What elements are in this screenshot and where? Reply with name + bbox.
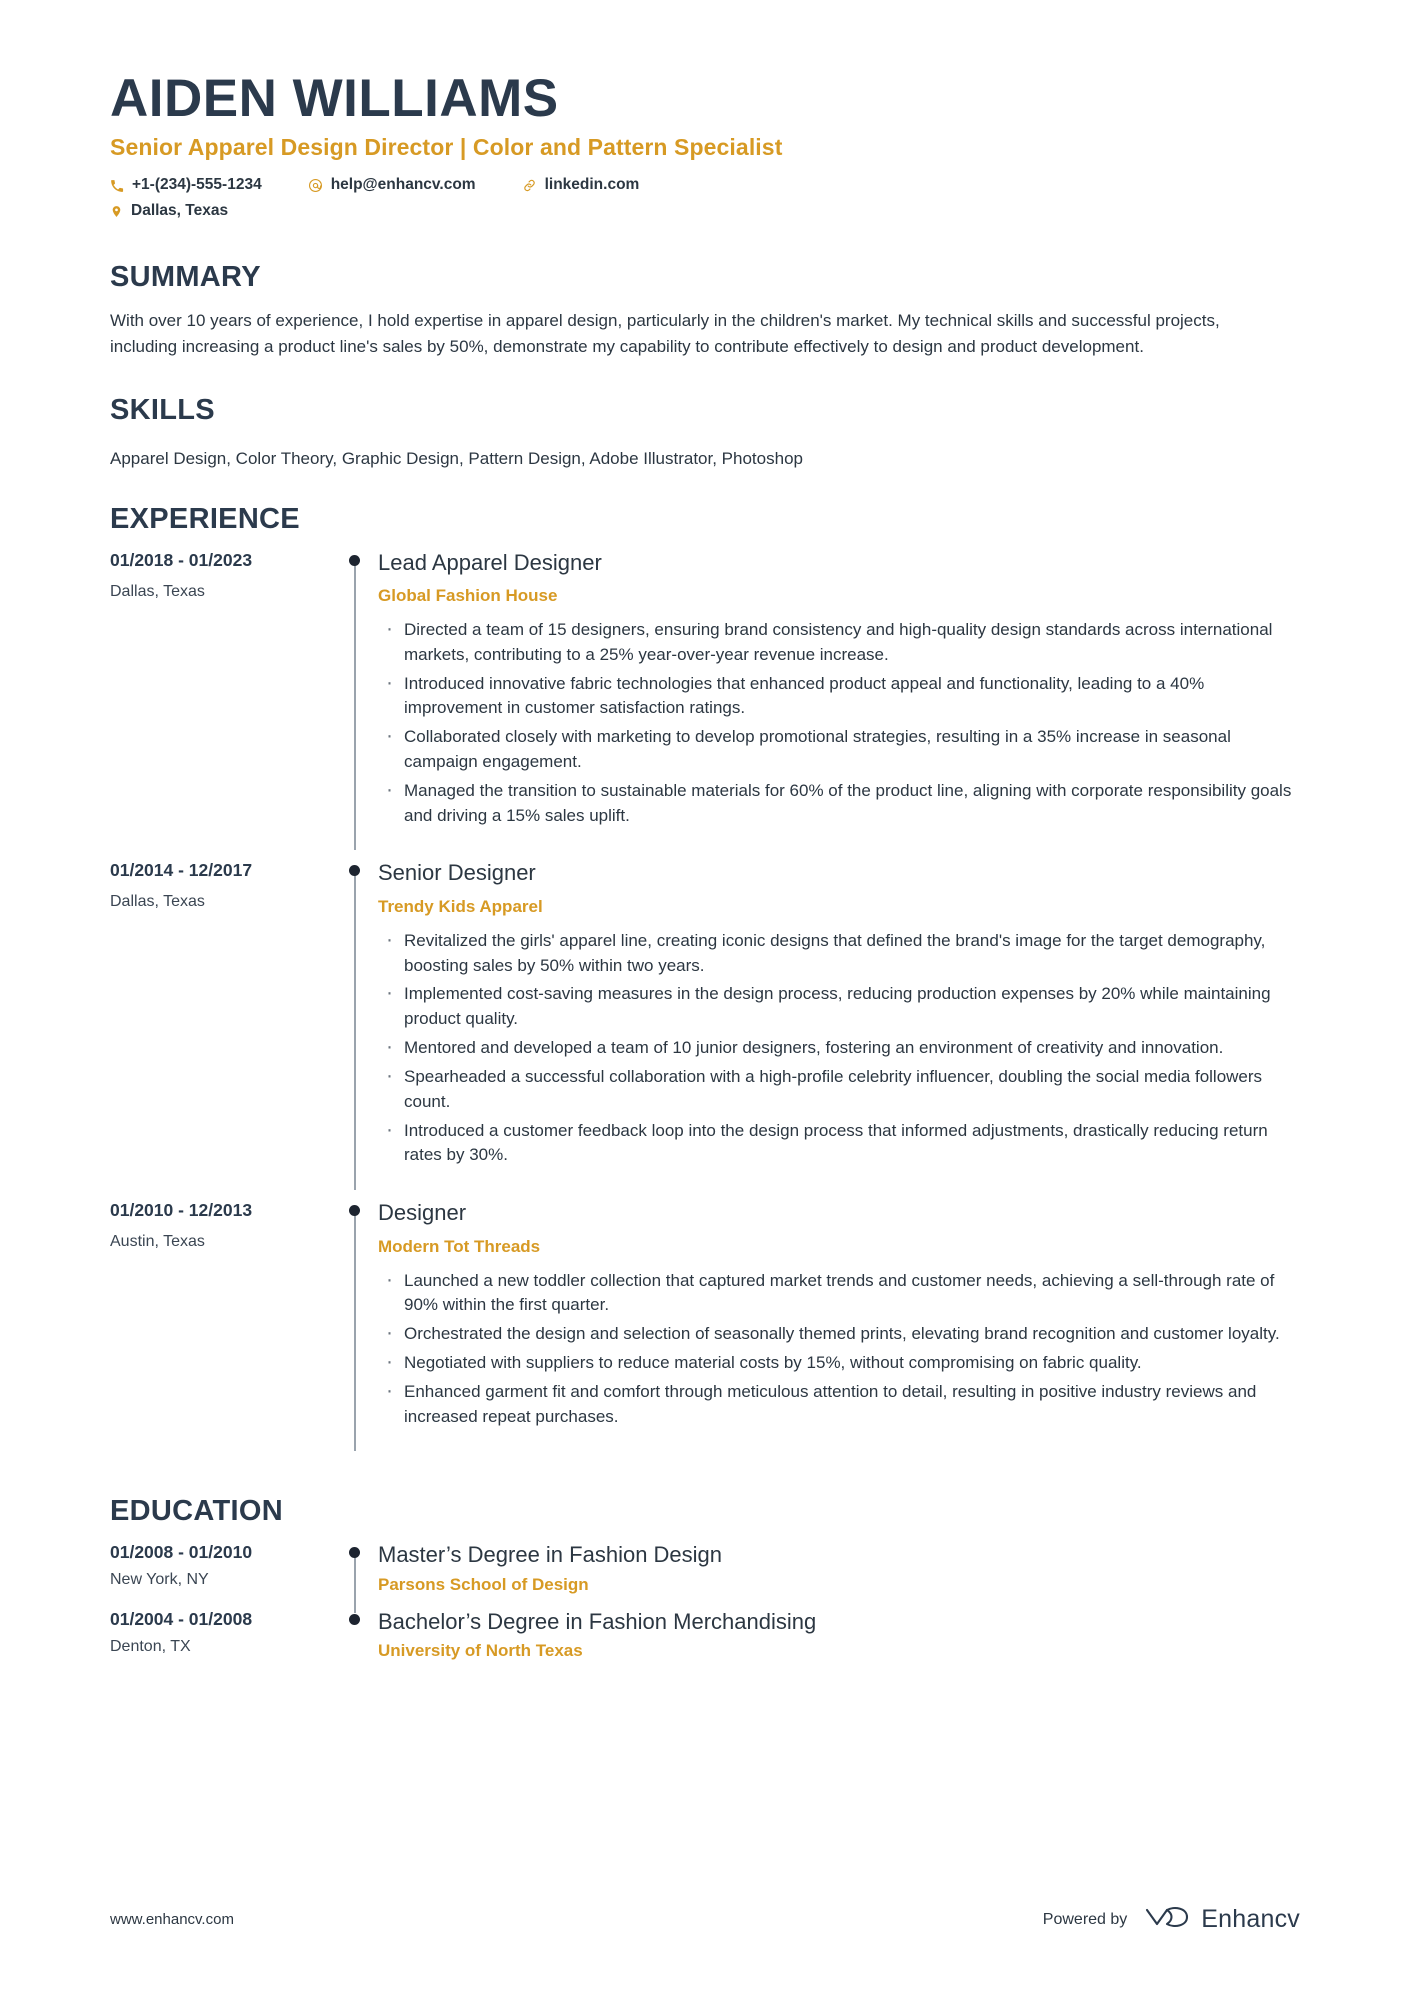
education-entries (110, 1542, 1300, 1675)
bullet-item: · Launched a new toddler collection that captured market trends and customer needs, achieving a sell-through rate of 90% within the first quarter. (378, 1269, 1300, 1319)
skills-section-title: SKILLS (110, 393, 215, 426)
timeline-line (354, 1214, 356, 1451)
experience-entry-date: 01/2010 - 12/2013 (110, 1200, 253, 1221)
timeline-rail (340, 550, 370, 861)
experience-entry-date: 01/2018 - 01/2023 (110, 549, 253, 570)
timeline-dot (349, 865, 360, 876)
education-entry-date: 01/2008 - 01/2010 (110, 1542, 253, 1563)
experience-entry-meta (110, 550, 340, 861)
bullet-item: · Collaborated closely with marketing to develop promotional strategies, resulting in a 35% increase in seasonal campaign engagement. (378, 725, 1300, 775)
experience-entry-bullets (378, 618, 1300, 829)
experience-entry-body (370, 1200, 1300, 1461)
resume-header (110, 70, 1300, 227)
contact-email[interactable] (308, 173, 476, 198)
summary-text: With over 10 years of experience, I hold expertise in apparel design, particularly in the children's market. My technical skills and successful projects, including increasing a product line's sales by 50%, demonstrate my capability to contribute effectively to design and product development. (110, 310, 1220, 356)
email-icon (308, 178, 323, 193)
experience-entry-date: 01/2014 - 12/2017 (110, 860, 253, 881)
education-entry-meta (110, 1542, 340, 1608)
section-summary (110, 261, 1300, 360)
education-entry (110, 1542, 1300, 1608)
experience-entry-company: Trendy Kids Apparel (378, 896, 543, 916)
education-entry-body (370, 1609, 1300, 1675)
experience-section-title: EXPERIENCE (110, 502, 300, 535)
education-entry-location: New York, NY (110, 1571, 209, 1589)
experience-entry-bullets (378, 929, 1300, 1168)
experience-entry-role: Designer (378, 1200, 467, 1226)
timeline-dot (349, 1205, 360, 1216)
section-skills (110, 394, 1300, 469)
education-section-title: EDUCATION (110, 1495, 283, 1528)
summary-section-title: SUMMARY (110, 260, 261, 293)
experience-entry-meta (110, 860, 340, 1200)
experience-entry-company: Modern Tot Threads (378, 1236, 541, 1256)
timeline-line (354, 1556, 356, 1612)
education-entry-meta (110, 1609, 340, 1675)
contact-location-text: Dallas, Texas (131, 202, 229, 220)
contact-phone[interactable] (110, 173, 262, 198)
powered-by-label: Powered by (1042, 1910, 1128, 1928)
experience-entries (110, 550, 1300, 1462)
footer-branding (1043, 1904, 1300, 1935)
experience-entry (110, 1200, 1300, 1461)
candidate-headline: Senior Apparel Design Director | Color and Pattern Specialist (110, 134, 783, 161)
brand-name: Enhancv (1201, 1905, 1300, 1933)
education-entry (110, 1609, 1300, 1675)
contact-linkedin[interactable] (522, 173, 640, 198)
timeline-line (354, 874, 356, 1190)
experience-entry-location: Dallas, Texas (110, 893, 205, 911)
candidate-name: AIDEN WILLIAMS (110, 69, 559, 128)
enhancv-logo-icon (1143, 1904, 1191, 1935)
experience-entry-company: Global Fashion House (378, 585, 558, 605)
experience-entry-location: Dallas, Texas (110, 582, 205, 600)
link-icon (522, 178, 537, 193)
timeline-rail (340, 1200, 370, 1461)
contact-location (110, 199, 228, 224)
phone-icon (110, 179, 124, 193)
section-education (110, 1495, 1300, 1675)
timeline-line (354, 564, 356, 851)
timeline-rail (340, 1542, 370, 1608)
experience-entry-body (370, 550, 1300, 861)
timeline-dot (349, 1547, 360, 1558)
bullet-item: · Directed a team of 15 designers, ensuring brand consistency and high-quality design standards across international markets, contributing to a 25% year-over-year revenue increase. (378, 618, 1300, 668)
timeline-rail (340, 1609, 370, 1675)
contact-email-text: help@enhancv.com (330, 176, 476, 194)
location-pin-icon (110, 204, 123, 219)
bullet-item: · Managed the transition to sustainable materials for 60% of the product line, aligning with corporate responsibility goals and driving a 15% sales uplift. (378, 779, 1300, 829)
brand-lockup (1143, 1904, 1300, 1935)
bullet-item: · Enhanced garment fit and comfort through meticulous attention to detail, resulting in positive industry reviews and increased repeat purchases. (378, 1380, 1300, 1430)
experience-entry (110, 550, 1300, 861)
bullet-item: · Revitalized the girls' apparel line, creating iconic designs that defined the brand's image for the target demography, boosting sales by 50% within two years. (378, 929, 1300, 979)
experience-entry-role: Lead Apparel Designer (378, 549, 602, 575)
experience-entry-role: Senior Designer (378, 860, 536, 886)
bullet-item: · Spearheaded a successful collaboration with a high-profile celebrity influencer, doubling the social media followers count. (378, 1065, 1300, 1115)
experience-entry-bullets (378, 1269, 1300, 1430)
bullet-item: · Introduced innovative fabric technologies that enhanced product appeal and functionality, leading to a 40% improvement in customer satisfaction ratings. (378, 672, 1300, 722)
experience-entry (110, 860, 1300, 1200)
education-entry-school: University of North Texas (378, 1641, 583, 1661)
contact-row-secondary (110, 199, 1300, 227)
timeline-rail (340, 860, 370, 1200)
contact-row-primary (110, 173, 1300, 201)
contact-phone-text: +1-(234)-555-1234 (132, 176, 262, 194)
contact-linkedin-text: linkedin.com (544, 176, 640, 194)
education-entry-body (370, 1542, 1300, 1608)
bullet-item: · Mentored and developed a team of 10 junior designers, fostering an environment of creativity and innovation. (378, 1036, 1300, 1061)
experience-entry-body (370, 860, 1300, 1200)
bullet-item: · Negotiated with suppliers to reduce material costs by 15%, without compromising on fabric quality. (378, 1351, 1300, 1376)
education-entry-degree: Master’s Degree in Fashion Design (378, 1542, 723, 1568)
experience-entry-location: Austin, Texas (110, 1233, 205, 1251)
timeline-dot (349, 555, 360, 566)
education-entry-location: Denton, TX (110, 1637, 191, 1655)
timeline-dot (349, 1614, 360, 1625)
education-entry-school: Parsons School of Design (378, 1574, 589, 1594)
education-entry-date: 01/2004 - 01/2008 (110, 1608, 253, 1629)
education-entry-degree: Bachelor’s Degree in Fashion Merchandising (378, 1608, 817, 1634)
bullet-item: · Orchestrated the design and selection of seasonally themed prints, elevating brand recognition and customer loyalty. (378, 1322, 1300, 1347)
bullet-item: · Implemented cost-saving measures in the design process, reducing production expenses by 20% while maintaining product quality. (378, 982, 1300, 1032)
skills-list: Apparel Design, Color Theory, Graphic Design, Pattern Design, Adobe Illustrator, Photoshop (110, 448, 803, 468)
bullet-item: · Introduced a customer feedback loop into the design process that informed adjustments, drastically reducing return rates by 30%. (378, 1119, 1300, 1169)
footer-website-url[interactable]: www.enhancv.com (110, 1911, 234, 1928)
experience-entry-meta (110, 1200, 340, 1461)
page-footer (110, 1904, 1300, 1935)
section-experience (110, 503, 1300, 1462)
